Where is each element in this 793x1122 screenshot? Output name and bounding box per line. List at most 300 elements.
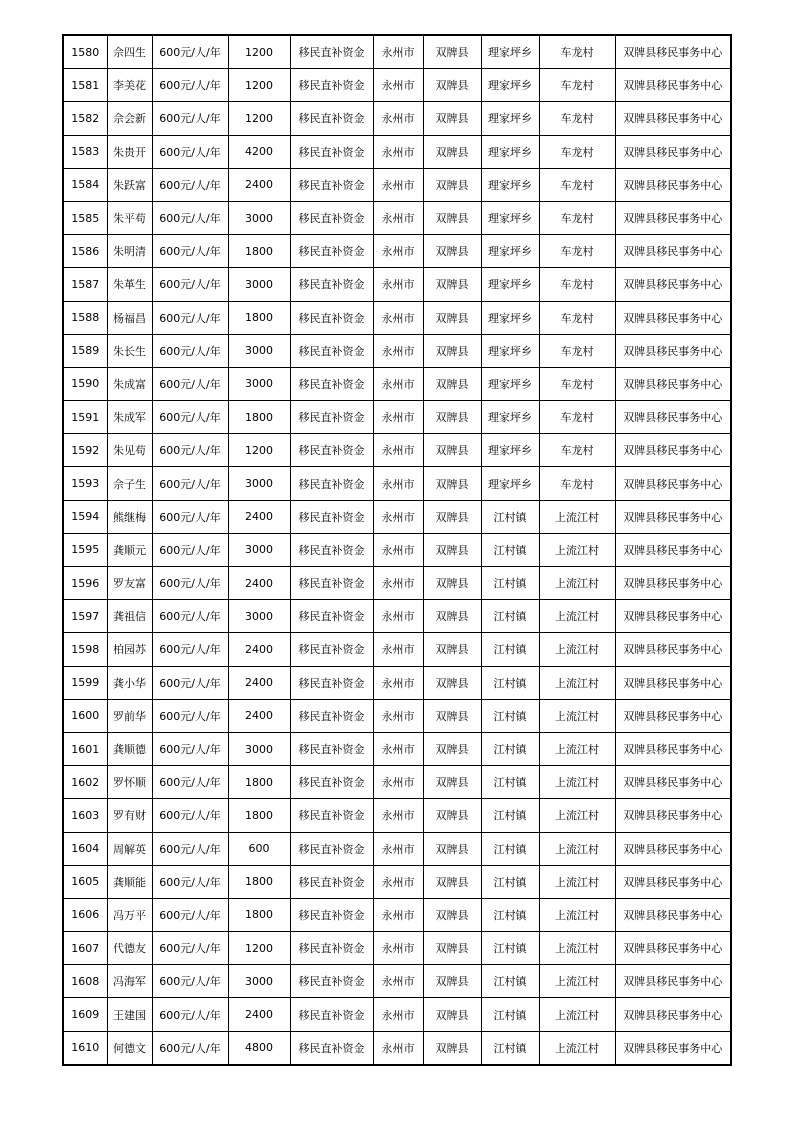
row-number-cell: 1595: [63, 533, 107, 566]
township-cell: 理家坪乡: [481, 102, 539, 135]
county-cell: 双牌县: [423, 69, 481, 102]
table-row: [63, 401, 731, 434]
table-row: [63, 434, 731, 467]
name-cell: 龚祖信: [107, 600, 152, 633]
township-cell: 江村镇: [481, 666, 539, 699]
city-cell: 永州市: [373, 301, 423, 334]
name-cell: 代德友: [107, 932, 152, 965]
village-cell: 车龙村: [539, 35, 615, 69]
standard-cell: 600元/人/年: [152, 201, 228, 234]
name-cell: 朱跃富: [107, 168, 152, 201]
amount-cell: 2400: [228, 500, 290, 533]
amount-cell: 3000: [228, 268, 290, 301]
agency-cell: 双牌县移民事务中心: [615, 102, 731, 135]
township-cell: 江村镇: [481, 799, 539, 832]
table-row: [63, 301, 731, 334]
table-row: [63, 666, 731, 699]
township-cell: 江村镇: [481, 1031, 539, 1065]
standard-cell: 600元/人/年: [152, 235, 228, 268]
county-cell: 双牌县: [423, 766, 481, 799]
name-cell: 朱革生: [107, 268, 152, 301]
township-cell: 理家坪乡: [481, 201, 539, 234]
row-number-cell: 1594: [63, 500, 107, 533]
village-cell: 车龙村: [539, 301, 615, 334]
agency-cell: 双牌县移民事务中心: [615, 301, 731, 334]
village-cell: 上流江村: [539, 832, 615, 865]
agency-cell: 双牌县移民事务中心: [615, 998, 731, 1031]
amount-cell: 2400: [228, 168, 290, 201]
standard-cell: 600元/人/年: [152, 467, 228, 500]
table-row: [63, 367, 731, 400]
fund-type-cell: 移民直补资金: [290, 201, 373, 234]
township-cell: 江村镇: [481, 533, 539, 566]
county-cell: 双牌县: [423, 102, 481, 135]
county-cell: 双牌县: [423, 799, 481, 832]
fund-type-cell: 移民直补资金: [290, 168, 373, 201]
amount-cell: 3000: [228, 965, 290, 998]
amount-cell: 3000: [228, 334, 290, 367]
row-number-cell: 1580: [63, 35, 107, 69]
township-cell: 江村镇: [481, 998, 539, 1031]
amount-cell: 3000: [228, 533, 290, 566]
amount-cell: 1800: [228, 898, 290, 931]
amount-cell: 2400: [228, 633, 290, 666]
amount-cell: 3000: [228, 600, 290, 633]
row-number-cell: 1609: [63, 998, 107, 1031]
village-cell: 上流江村: [539, 666, 615, 699]
fund-type-cell: 移民直补资金: [290, 633, 373, 666]
name-cell: 朱成富: [107, 367, 152, 400]
fund-type-cell: 移民直补资金: [290, 367, 373, 400]
fund-type-cell: 移民直补资金: [290, 998, 373, 1031]
row-number-cell: 1587: [63, 268, 107, 301]
fund-type-cell: 移民直补资金: [290, 533, 373, 566]
table-row: [63, 567, 731, 600]
name-cell: 龚顺元: [107, 533, 152, 566]
township-cell: 江村镇: [481, 965, 539, 998]
county-cell: 双牌县: [423, 168, 481, 201]
table-row: [63, 201, 731, 234]
name-cell: 熊继梅: [107, 500, 152, 533]
row-number-cell: 1605: [63, 865, 107, 898]
agency-cell: 双牌县移民事务中心: [615, 334, 731, 367]
county-cell: 双牌县: [423, 1031, 481, 1065]
standard-cell: 600元/人/年: [152, 699, 228, 732]
village-cell: 上流江村: [539, 633, 615, 666]
agency-cell: 双牌县移民事务中心: [615, 898, 731, 931]
standard-cell: 600元/人/年: [152, 334, 228, 367]
table-row: [63, 998, 731, 1031]
name-cell: 冯万平: [107, 898, 152, 931]
standard-cell: 600元/人/年: [152, 102, 228, 135]
village-cell: 车龙村: [539, 201, 615, 234]
county-cell: 双牌县: [423, 600, 481, 633]
fund-type-cell: 移民直补资金: [290, 301, 373, 334]
amount-cell: 1200: [228, 102, 290, 135]
township-cell: 江村镇: [481, 567, 539, 600]
city-cell: 永州市: [373, 102, 423, 135]
table-row: [63, 69, 731, 102]
agency-cell: 双牌县移民事务中心: [615, 766, 731, 799]
county-cell: 双牌县: [423, 235, 481, 268]
row-number-cell: 1588: [63, 301, 107, 334]
row-number-cell: 1599: [63, 666, 107, 699]
name-cell: 杨福昌: [107, 301, 152, 334]
village-cell: 上流江村: [539, 600, 615, 633]
name-cell: 佘四生: [107, 35, 152, 69]
county-cell: 双牌县: [423, 633, 481, 666]
name-cell: 柏园苏: [107, 633, 152, 666]
village-cell: 上流江村: [539, 865, 615, 898]
amount-cell: 2400: [228, 666, 290, 699]
city-cell: 永州市: [373, 799, 423, 832]
city-cell: 永州市: [373, 500, 423, 533]
table-row: [63, 766, 731, 799]
row-number-cell: 1585: [63, 201, 107, 234]
amount-cell: 1200: [228, 35, 290, 69]
village-cell: 车龙村: [539, 434, 615, 467]
amount-cell: 2400: [228, 567, 290, 600]
county-cell: 双牌县: [423, 898, 481, 931]
table-row: [63, 633, 731, 666]
table-row: [63, 102, 731, 135]
name-cell: 王建国: [107, 998, 152, 1031]
township-cell: 理家坪乡: [481, 367, 539, 400]
table-row: [63, 965, 731, 998]
name-cell: 周解英: [107, 832, 152, 865]
fund-type-cell: 移民直补资金: [290, 434, 373, 467]
row-number-cell: 1600: [63, 699, 107, 732]
standard-cell: 600元/人/年: [152, 998, 228, 1031]
city-cell: 永州市: [373, 732, 423, 765]
village-cell: 上流江村: [539, 799, 615, 832]
table-row: [63, 832, 731, 865]
county-cell: 双牌县: [423, 865, 481, 898]
agency-cell: 双牌县移民事务中心: [615, 699, 731, 732]
fund-type-cell: 移民直补资金: [290, 500, 373, 533]
village-cell: 车龙村: [539, 467, 615, 500]
county-cell: 双牌县: [423, 334, 481, 367]
village-cell: 上流江村: [539, 898, 615, 931]
agency-cell: 双牌县移民事务中心: [615, 467, 731, 500]
amount-cell: 1200: [228, 434, 290, 467]
city-cell: 永州市: [373, 334, 423, 367]
standard-cell: 600元/人/年: [152, 401, 228, 434]
agency-cell: 双牌县移民事务中心: [615, 567, 731, 600]
name-cell: 龚小华: [107, 666, 152, 699]
city-cell: 永州市: [373, 766, 423, 799]
fund-type-cell: 移民直补资金: [290, 732, 373, 765]
fund-type-cell: 移民直补资金: [290, 135, 373, 168]
row-number-cell: 1581: [63, 69, 107, 102]
township-cell: 理家坪乡: [481, 35, 539, 69]
amount-cell: 3000: [228, 732, 290, 765]
agency-cell: 双牌县移民事务中心: [615, 69, 731, 102]
row-number-cell: 1582: [63, 102, 107, 135]
city-cell: 永州市: [373, 69, 423, 102]
table-row: [63, 732, 731, 765]
county-cell: 双牌县: [423, 732, 481, 765]
township-cell: 理家坪乡: [481, 69, 539, 102]
row-number-cell: 1590: [63, 367, 107, 400]
standard-cell: 600元/人/年: [152, 732, 228, 765]
row-number-cell: 1592: [63, 434, 107, 467]
row-number-cell: 1583: [63, 135, 107, 168]
township-cell: 江村镇: [481, 766, 539, 799]
county-cell: 双牌县: [423, 533, 481, 566]
fund-type-cell: 移民直补资金: [290, 865, 373, 898]
amount-cell: 1200: [228, 932, 290, 965]
standard-cell: 600元/人/年: [152, 932, 228, 965]
agency-cell: 双牌县移民事务中心: [615, 500, 731, 533]
agency-cell: 双牌县移民事务中心: [615, 533, 731, 566]
standard-cell: 600元/人/年: [152, 367, 228, 400]
table-row: [63, 865, 731, 898]
fund-type-cell: 移民直补资金: [290, 1031, 373, 1065]
township-cell: 理家坪乡: [481, 268, 539, 301]
agency-cell: 双牌县移民事务中心: [615, 600, 731, 633]
township-cell: 理家坪乡: [481, 434, 539, 467]
row-number-cell: 1584: [63, 168, 107, 201]
township-cell: 江村镇: [481, 699, 539, 732]
fund-type-cell: 移民直补资金: [290, 235, 373, 268]
township-cell: 江村镇: [481, 500, 539, 533]
city-cell: 永州市: [373, 135, 423, 168]
amount-cell: 4200: [228, 135, 290, 168]
standard-cell: 600元/人/年: [152, 600, 228, 633]
city-cell: 永州市: [373, 434, 423, 467]
village-cell: 上流江村: [539, 533, 615, 566]
standard-cell: 600元/人/年: [152, 766, 228, 799]
agency-cell: 双牌县移民事务中心: [615, 932, 731, 965]
row-number-cell: 1607: [63, 932, 107, 965]
fund-type-cell: 移民直补资金: [290, 799, 373, 832]
standard-cell: 600元/人/年: [152, 301, 228, 334]
table-row: [63, 334, 731, 367]
table-row: [63, 898, 731, 931]
county-cell: 双牌县: [423, 367, 481, 400]
agency-cell: 双牌县移民事务中心: [615, 201, 731, 234]
standard-cell: 600元/人/年: [152, 168, 228, 201]
row-number-cell: 1596: [63, 567, 107, 600]
village-cell: 车龙村: [539, 367, 615, 400]
row-number-cell: 1598: [63, 633, 107, 666]
village-cell: 上流江村: [539, 567, 615, 600]
amount-cell: 1800: [228, 799, 290, 832]
fund-type-cell: 移民直补资金: [290, 102, 373, 135]
township-cell: 理家坪乡: [481, 401, 539, 434]
village-cell: 车龙村: [539, 168, 615, 201]
city-cell: 永州市: [373, 965, 423, 998]
county-cell: 双牌县: [423, 268, 481, 301]
agency-cell: 双牌县移民事务中心: [615, 168, 731, 201]
city-cell: 永州市: [373, 35, 423, 69]
fund-type-cell: 移民直补资金: [290, 898, 373, 931]
county-cell: 双牌县: [423, 201, 481, 234]
township-cell: 江村镇: [481, 600, 539, 633]
village-cell: 车龙村: [539, 268, 615, 301]
agency-cell: 双牌县移民事务中心: [615, 235, 731, 268]
standard-cell: 600元/人/年: [152, 35, 228, 69]
name-cell: 龚顺德: [107, 732, 152, 765]
county-cell: 双牌县: [423, 666, 481, 699]
township-cell: 理家坪乡: [481, 168, 539, 201]
fund-type-cell: 移民直补资金: [290, 268, 373, 301]
agency-cell: 双牌县移民事务中心: [615, 367, 731, 400]
village-cell: 车龙村: [539, 334, 615, 367]
agency-cell: 双牌县移民事务中心: [615, 732, 731, 765]
city-cell: 永州市: [373, 235, 423, 268]
city-cell: 永州市: [373, 401, 423, 434]
table-row: [63, 268, 731, 301]
amount-cell: 1800: [228, 865, 290, 898]
name-cell: 朱长生: [107, 334, 152, 367]
township-cell: 江村镇: [481, 732, 539, 765]
village-cell: 车龙村: [539, 401, 615, 434]
village-cell: 车龙村: [539, 135, 615, 168]
village-cell: 车龙村: [539, 235, 615, 268]
standard-cell: 600元/人/年: [152, 633, 228, 666]
township-cell: 理家坪乡: [481, 135, 539, 168]
county-cell: 双牌县: [423, 567, 481, 600]
row-number-cell: 1610: [63, 1031, 107, 1065]
city-cell: 永州市: [373, 268, 423, 301]
table-row: [63, 467, 731, 500]
city-cell: 永州市: [373, 201, 423, 234]
row-number-cell: 1604: [63, 832, 107, 865]
row-number-cell: 1586: [63, 235, 107, 268]
village-cell: 上流江村: [539, 998, 615, 1031]
county-cell: 双牌县: [423, 434, 481, 467]
row-number-cell: 1602: [63, 766, 107, 799]
table-row: [63, 135, 731, 168]
city-cell: 永州市: [373, 1031, 423, 1065]
agency-cell: 双牌县移民事务中心: [615, 666, 731, 699]
name-cell: 佘会新: [107, 102, 152, 135]
amount-cell: 4800: [228, 1031, 290, 1065]
standard-cell: 600元/人/年: [152, 135, 228, 168]
amount-cell: 1200: [228, 69, 290, 102]
city-cell: 永州市: [373, 998, 423, 1031]
agency-cell: 双牌县移民事务中心: [615, 268, 731, 301]
village-cell: 上流江村: [539, 732, 615, 765]
agency-cell: 双牌县移民事务中心: [615, 135, 731, 168]
agency-cell: 双牌县移民事务中心: [615, 434, 731, 467]
amount-cell: 2400: [228, 699, 290, 732]
row-number-cell: 1608: [63, 965, 107, 998]
standard-cell: 600元/人/年: [152, 666, 228, 699]
county-cell: 双牌县: [423, 401, 481, 434]
village-cell: 上流江村: [539, 1031, 615, 1065]
township-cell: 江村镇: [481, 865, 539, 898]
agency-cell: 双牌县移民事务中心: [615, 1031, 731, 1065]
fund-type-cell: 移民直补资金: [290, 600, 373, 633]
row-number-cell: 1601: [63, 732, 107, 765]
city-cell: 永州市: [373, 932, 423, 965]
village-cell: 上流江村: [539, 965, 615, 998]
township-cell: 理家坪乡: [481, 235, 539, 268]
county-cell: 双牌县: [423, 500, 481, 533]
agency-cell: 双牌县移民事务中心: [615, 401, 731, 434]
fund-type-cell: 移民直补资金: [290, 334, 373, 367]
county-cell: 双牌县: [423, 301, 481, 334]
table-row: [63, 500, 731, 533]
table-row: [63, 799, 731, 832]
table-row: [63, 35, 731, 69]
township-cell: 理家坪乡: [481, 301, 539, 334]
fund-type-cell: 移民直补资金: [290, 699, 373, 732]
standard-cell: 600元/人/年: [152, 865, 228, 898]
name-cell: 何德文: [107, 1031, 152, 1065]
table-row: [63, 1031, 731, 1065]
name-cell: 罗有财: [107, 799, 152, 832]
county-cell: 双牌县: [423, 135, 481, 168]
agency-cell: 双牌县移民事务中心: [615, 865, 731, 898]
table-row: [63, 699, 731, 732]
table-row: [63, 235, 731, 268]
name-cell: 朱见苟: [107, 434, 152, 467]
city-cell: 永州市: [373, 467, 423, 500]
amount-cell: 600: [228, 832, 290, 865]
standard-cell: 600元/人/年: [152, 533, 228, 566]
city-cell: 永州市: [373, 567, 423, 600]
row-number-cell: 1593: [63, 467, 107, 500]
name-cell: 朱明清: [107, 235, 152, 268]
county-cell: 双牌县: [423, 998, 481, 1031]
amount-cell: 3000: [228, 367, 290, 400]
city-cell: 永州市: [373, 832, 423, 865]
township-cell: 江村镇: [481, 832, 539, 865]
fund-type-cell: 移民直补资金: [290, 932, 373, 965]
township-cell: 江村镇: [481, 932, 539, 965]
name-cell: 佘子生: [107, 467, 152, 500]
amount-cell: 2400: [228, 998, 290, 1031]
name-cell: 罗前华: [107, 699, 152, 732]
city-cell: 永州市: [373, 666, 423, 699]
amount-cell: 3000: [228, 201, 290, 234]
name-cell: 朱贵开: [107, 135, 152, 168]
agency-cell: 双牌县移民事务中心: [615, 965, 731, 998]
row-number-cell: 1591: [63, 401, 107, 434]
row-number-cell: 1597: [63, 600, 107, 633]
city-cell: 永州市: [373, 168, 423, 201]
county-cell: 双牌县: [423, 35, 481, 69]
amount-cell: 1800: [228, 401, 290, 434]
name-cell: 朱平苟: [107, 201, 152, 234]
village-cell: 上流江村: [539, 932, 615, 965]
standard-cell: 600元/人/年: [152, 567, 228, 600]
table-row: [63, 932, 731, 965]
standard-cell: 600元/人/年: [152, 1031, 228, 1065]
row-number-cell: 1606: [63, 898, 107, 931]
fund-type-cell: 移民直补资金: [290, 401, 373, 434]
standard-cell: 600元/人/年: [152, 69, 228, 102]
fund-type-cell: 移民直补资金: [290, 965, 373, 998]
row-number-cell: 1589: [63, 334, 107, 367]
table-row: [63, 533, 731, 566]
standard-cell: 600元/人/年: [152, 500, 228, 533]
county-cell: 双牌县: [423, 832, 481, 865]
city-cell: 永州市: [373, 633, 423, 666]
village-cell: 上流江村: [539, 699, 615, 732]
table-row: [63, 168, 731, 201]
township-cell: 江村镇: [481, 898, 539, 931]
county-cell: 双牌县: [423, 467, 481, 500]
amount-cell: 1800: [228, 235, 290, 268]
city-cell: 永州市: [373, 367, 423, 400]
standard-cell: 600元/人/年: [152, 268, 228, 301]
standard-cell: 600元/人/年: [152, 832, 228, 865]
